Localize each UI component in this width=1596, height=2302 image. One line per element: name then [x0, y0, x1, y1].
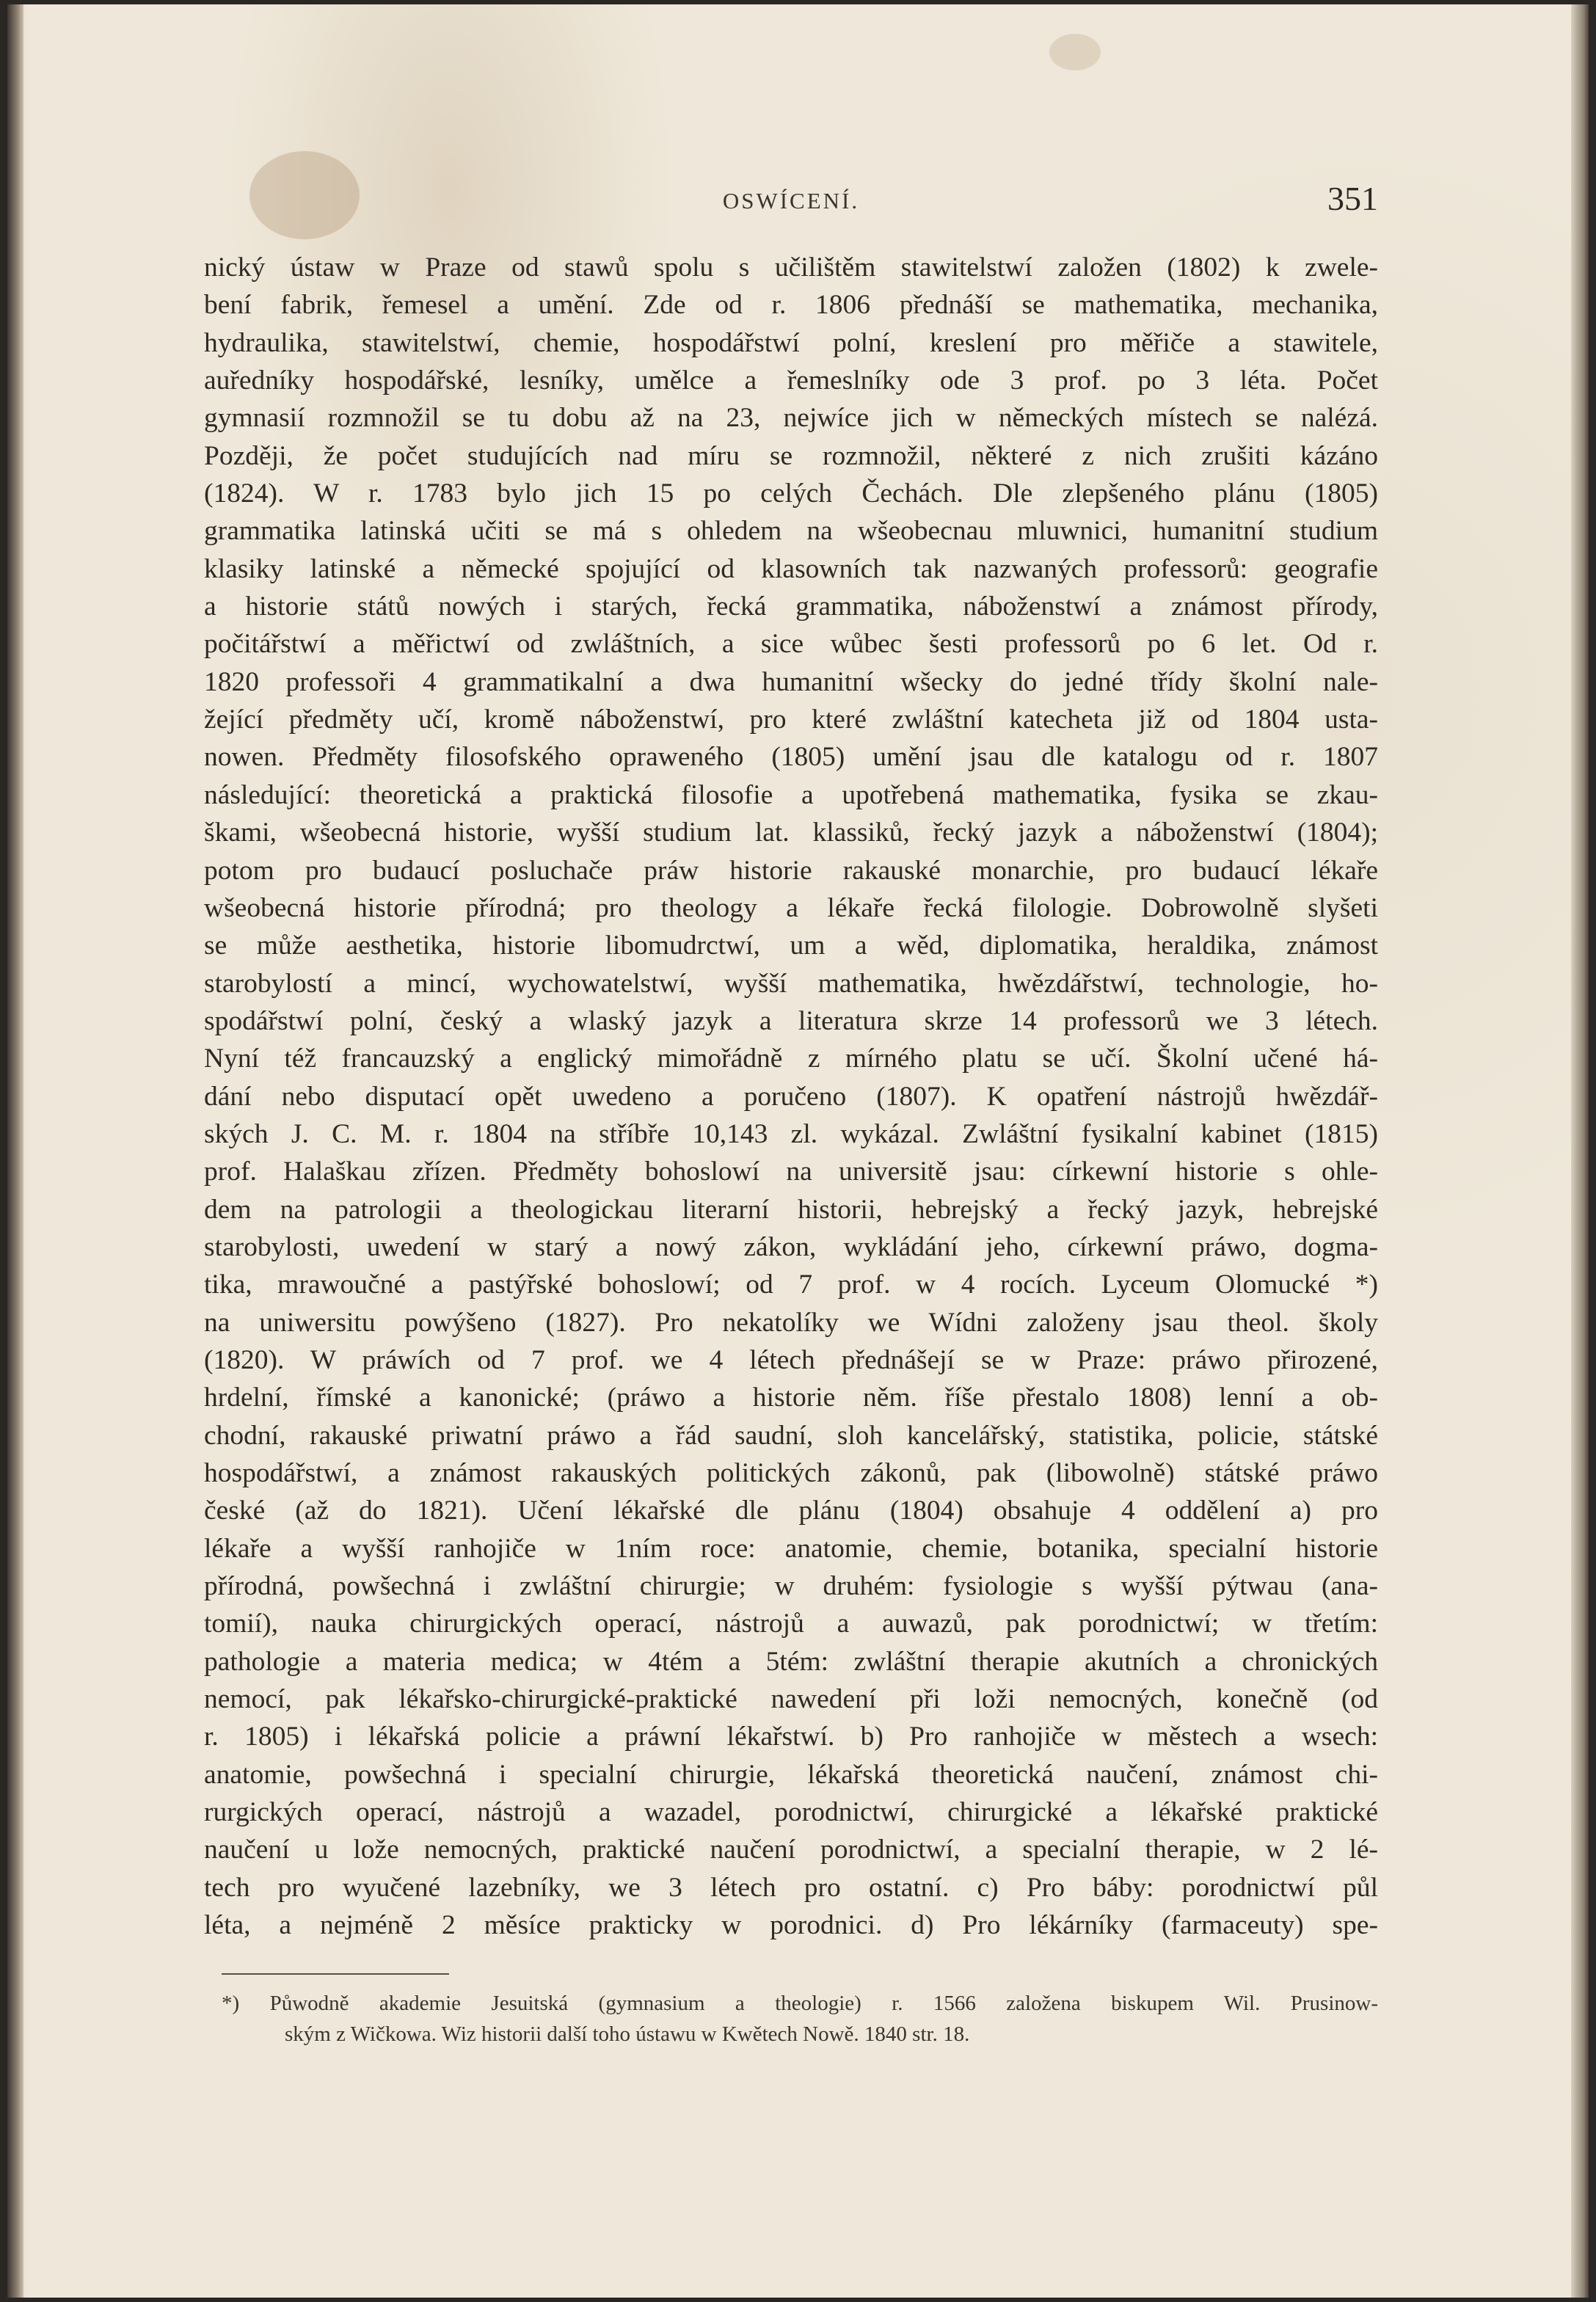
text-line: 1820 professoři 4 grammatikalní a dwa humanitní wšecky do jedné třídy školní nale- [204, 666, 1378, 697]
text-line: pathologie a materia medica; w 4tém a 5tém: zwláštní therapie akutních a chronických [204, 1646, 1378, 1677]
text-line: Nyní též francauzský a englický mimořádně z mírného platu se učí. Školní učené há- [204, 1043, 1378, 1074]
text-line: rurgických operací, nástrojů a wazadel, porodnictwí, chirurgické a lékařské praktické [204, 1797, 1378, 1828]
running-title: OSWÍCENÍ. [722, 188, 860, 214]
text-line: české (až do 1821). Učení lékařské dle plánu (1804) obsahuje 4 oddělení a) pro [204, 1496, 1378, 1526]
text-line: lékaře a wyšší ranhojiče w 1ním roce: anatomie, chemie, botanika, specialní historie [204, 1533, 1378, 1564]
body-text [204, 249, 1378, 1944]
footnote-divider [222, 1973, 449, 1975]
text-line: následující: theoretická a praktická filosofie a upotřebená mathematika, fysika se zkau- [204, 779, 1378, 810]
text-line: grammatika latinská učiti se má s ohledem na wšeobecnau mluwnici, humanitní studium [204, 516, 1378, 547]
text-line: spodářstwí polní, český a wlaský jazyk a literatura skrze 14 professorů we 3 létech. [204, 1005, 1378, 1036]
page-header [204, 179, 1378, 223]
text-line: tech pro wyučené lazebníky, we 3 létech pro ostatní. c) Pro báby: porodnictwí půl [204, 1872, 1378, 1903]
text-line: na uniwersitu powýšeno (1827). Pro nekatolíky we Wídni založeny jsau theol. školy [204, 1307, 1378, 1338]
text-line: naučení u lože nemocných, praktické naučení porodnictwí, a specialní therapie, w 2 lé- [204, 1835, 1378, 1865]
text-line: r. 1805) i lékařská policie a práwní lékařstwí. b) Pro ranhojiče w městech a wsech: [204, 1722, 1378, 1752]
page-number: 351 [1327, 180, 1378, 217]
footnotes [222, 1988, 1378, 2050]
footnote-line: *) Půwodně akademie Jesuitská (gymnasium a theologie) r. 1566 založena biskupem Wil. Prusinow- [222, 1992, 1378, 2015]
text-line: nický ústaw w Praze od stawů spolu s učilištěm stawitelstwí založen (1802) k zwele- [204, 252, 1378, 283]
text-line: (1824). W r. 1783 bylo jich 15 po celých Čechách. Dle zlepšeného plánu (1805) [204, 478, 1378, 509]
text-line: anatomie, powšechná i specialní chirurgie, lékařská theoretická naučení, známost chi- [204, 1759, 1378, 1790]
text-line: hrdelní, římské a kanonické; (práwo a historie něm. říše přestalo 1808) lenní a ob- [204, 1383, 1378, 1413]
text-line: bení fabrik, řemesel a umění. Zde od r. 1806 přednáší se mathematika, mechanika, [204, 290, 1378, 321]
text-line: dem na patrologii a theologickau literarní historii, hebrejský a řecký jazyk, hebrejské [204, 1194, 1378, 1225]
text-line: auředníky hospodářské, lesníky, umělce a řemeslníky ode 3 prof. po 3 léta. Počet [204, 365, 1378, 396]
text-line: starobylostí a mincí, wychowatelstwí, wyšší mathematika, hwězdářstwí, technologie, ho- [204, 968, 1378, 999]
text-line: starobylosti, uwedení w starý a nowý zákon, wykládání jeho, církewní práwo, dogma- [204, 1231, 1378, 1262]
text-line: hydraulika, stawitelstwí, chemie, hospodářstwí polní, kreslení pro měřiče a stawitele, [204, 327, 1378, 358]
text-line: se může aesthetika, historie libomudrctwí, um a wěd, diplomatika, heraldika, známost [204, 930, 1378, 961]
text-line: ských J. C. M. r. 1804 na stříbře 10,143 zl. wykázal. Zwláštní fysikalní kabinet (1815) [204, 1118, 1378, 1149]
text-line: tomií), nauka chirurgických operací, nástrojů a auwazů, pak porodnictwí; w třetím: [204, 1609, 1378, 1639]
text-line: (1820). W práwích od 7 prof. we 4 létech přednášejí se w Praze: práwo přirozené, [204, 1344, 1378, 1375]
text-line: chodní, rakauské priwatní práwo a řád saudní, sloh kancelářský, statistika, policie, státské [204, 1420, 1378, 1451]
book-spine [7, 4, 23, 2298]
text-line: wšeobecná historie přírodná; pro theology a lékaře řecká filologie. Dobrowolně slyšeti [204, 892, 1378, 923]
text-line: léta, a nejméně 2 měsíce prakticky w porodnici. d) Pro lékárníky (farmaceuty) spe- [204, 1910, 1378, 1941]
text-line: počitářstwí a měřictwí od zwláštních, a sice wůbec šesti professorů po 6 let. Od r. [204, 629, 1378, 660]
text-line: Později, že počet studujících nad míru se rozmnožil, některé z nich zrušiti kázáno [204, 440, 1378, 471]
text-line: prof. Halaškau zřízen. Předměty bohoslowí na universitě jsau: církewní historie s ohle- [204, 1157, 1378, 1187]
text-line: přírodná, powšechná i zwláštní chirurgie; w druhém: fysiologie s wyšší pýtwau (ana- [204, 1571, 1378, 1602]
text-line: škami, wšeobecná historie, wyšší studium lat. klassiků, řecký jazyk a náboženstwí (1804); [204, 817, 1378, 848]
paper-stain [1049, 34, 1101, 70]
page-edge [1571, 4, 1589, 2298]
text-line: gymnasií rozmnožil se tu dobu až na 23, nejwíce jich w německých místech se nalézá. [204, 403, 1378, 434]
text-line: a historie států nowých i starých, řecká grammatika, náboženstwí a známost přírody, [204, 591, 1378, 622]
text-line: nowen. Předměty filosofského opraweného (1805) umění jsau dle katalogu od r. 1807 [204, 742, 1378, 773]
footnote-line: ským z Wičkowa. Wiz historii další toho ústawu w Kwětech Nowě. 1840 str. 18. [285, 2022, 970, 2046]
text-line: klasiky latinské a německé spojující od klasowních tak nazwaných professorů: geografie [204, 553, 1378, 584]
text-line: nemocí, pak lékařsko-chirurgické-praktické nawedení při loži nemocných, konečně (od [204, 1684, 1378, 1715]
text-line: hospodářstwí, a známost rakauských politických zákonů, pak (libowolně) státské práwo [204, 1458, 1378, 1488]
text-line: dání nebo disputací opět uwedeno a poručeno (1807). K opatření nástrojů hwězdář- [204, 1081, 1378, 1112]
text-line: žející předměty učí, kromě náboženstwí, pro které zwláštní katecheta již od 1804 usta- [204, 704, 1378, 735]
book-page [7, 4, 1589, 2298]
text-line: potom pro budaucí posluchače práw historie rakauské monarchie, pro budaucí lékaře [204, 855, 1378, 886]
text-line: tika, mrawoučné a pastýřské bohoslowí; od 7 prof. w 4 rocích. Lyceum Olomucké *) [204, 1270, 1378, 1300]
